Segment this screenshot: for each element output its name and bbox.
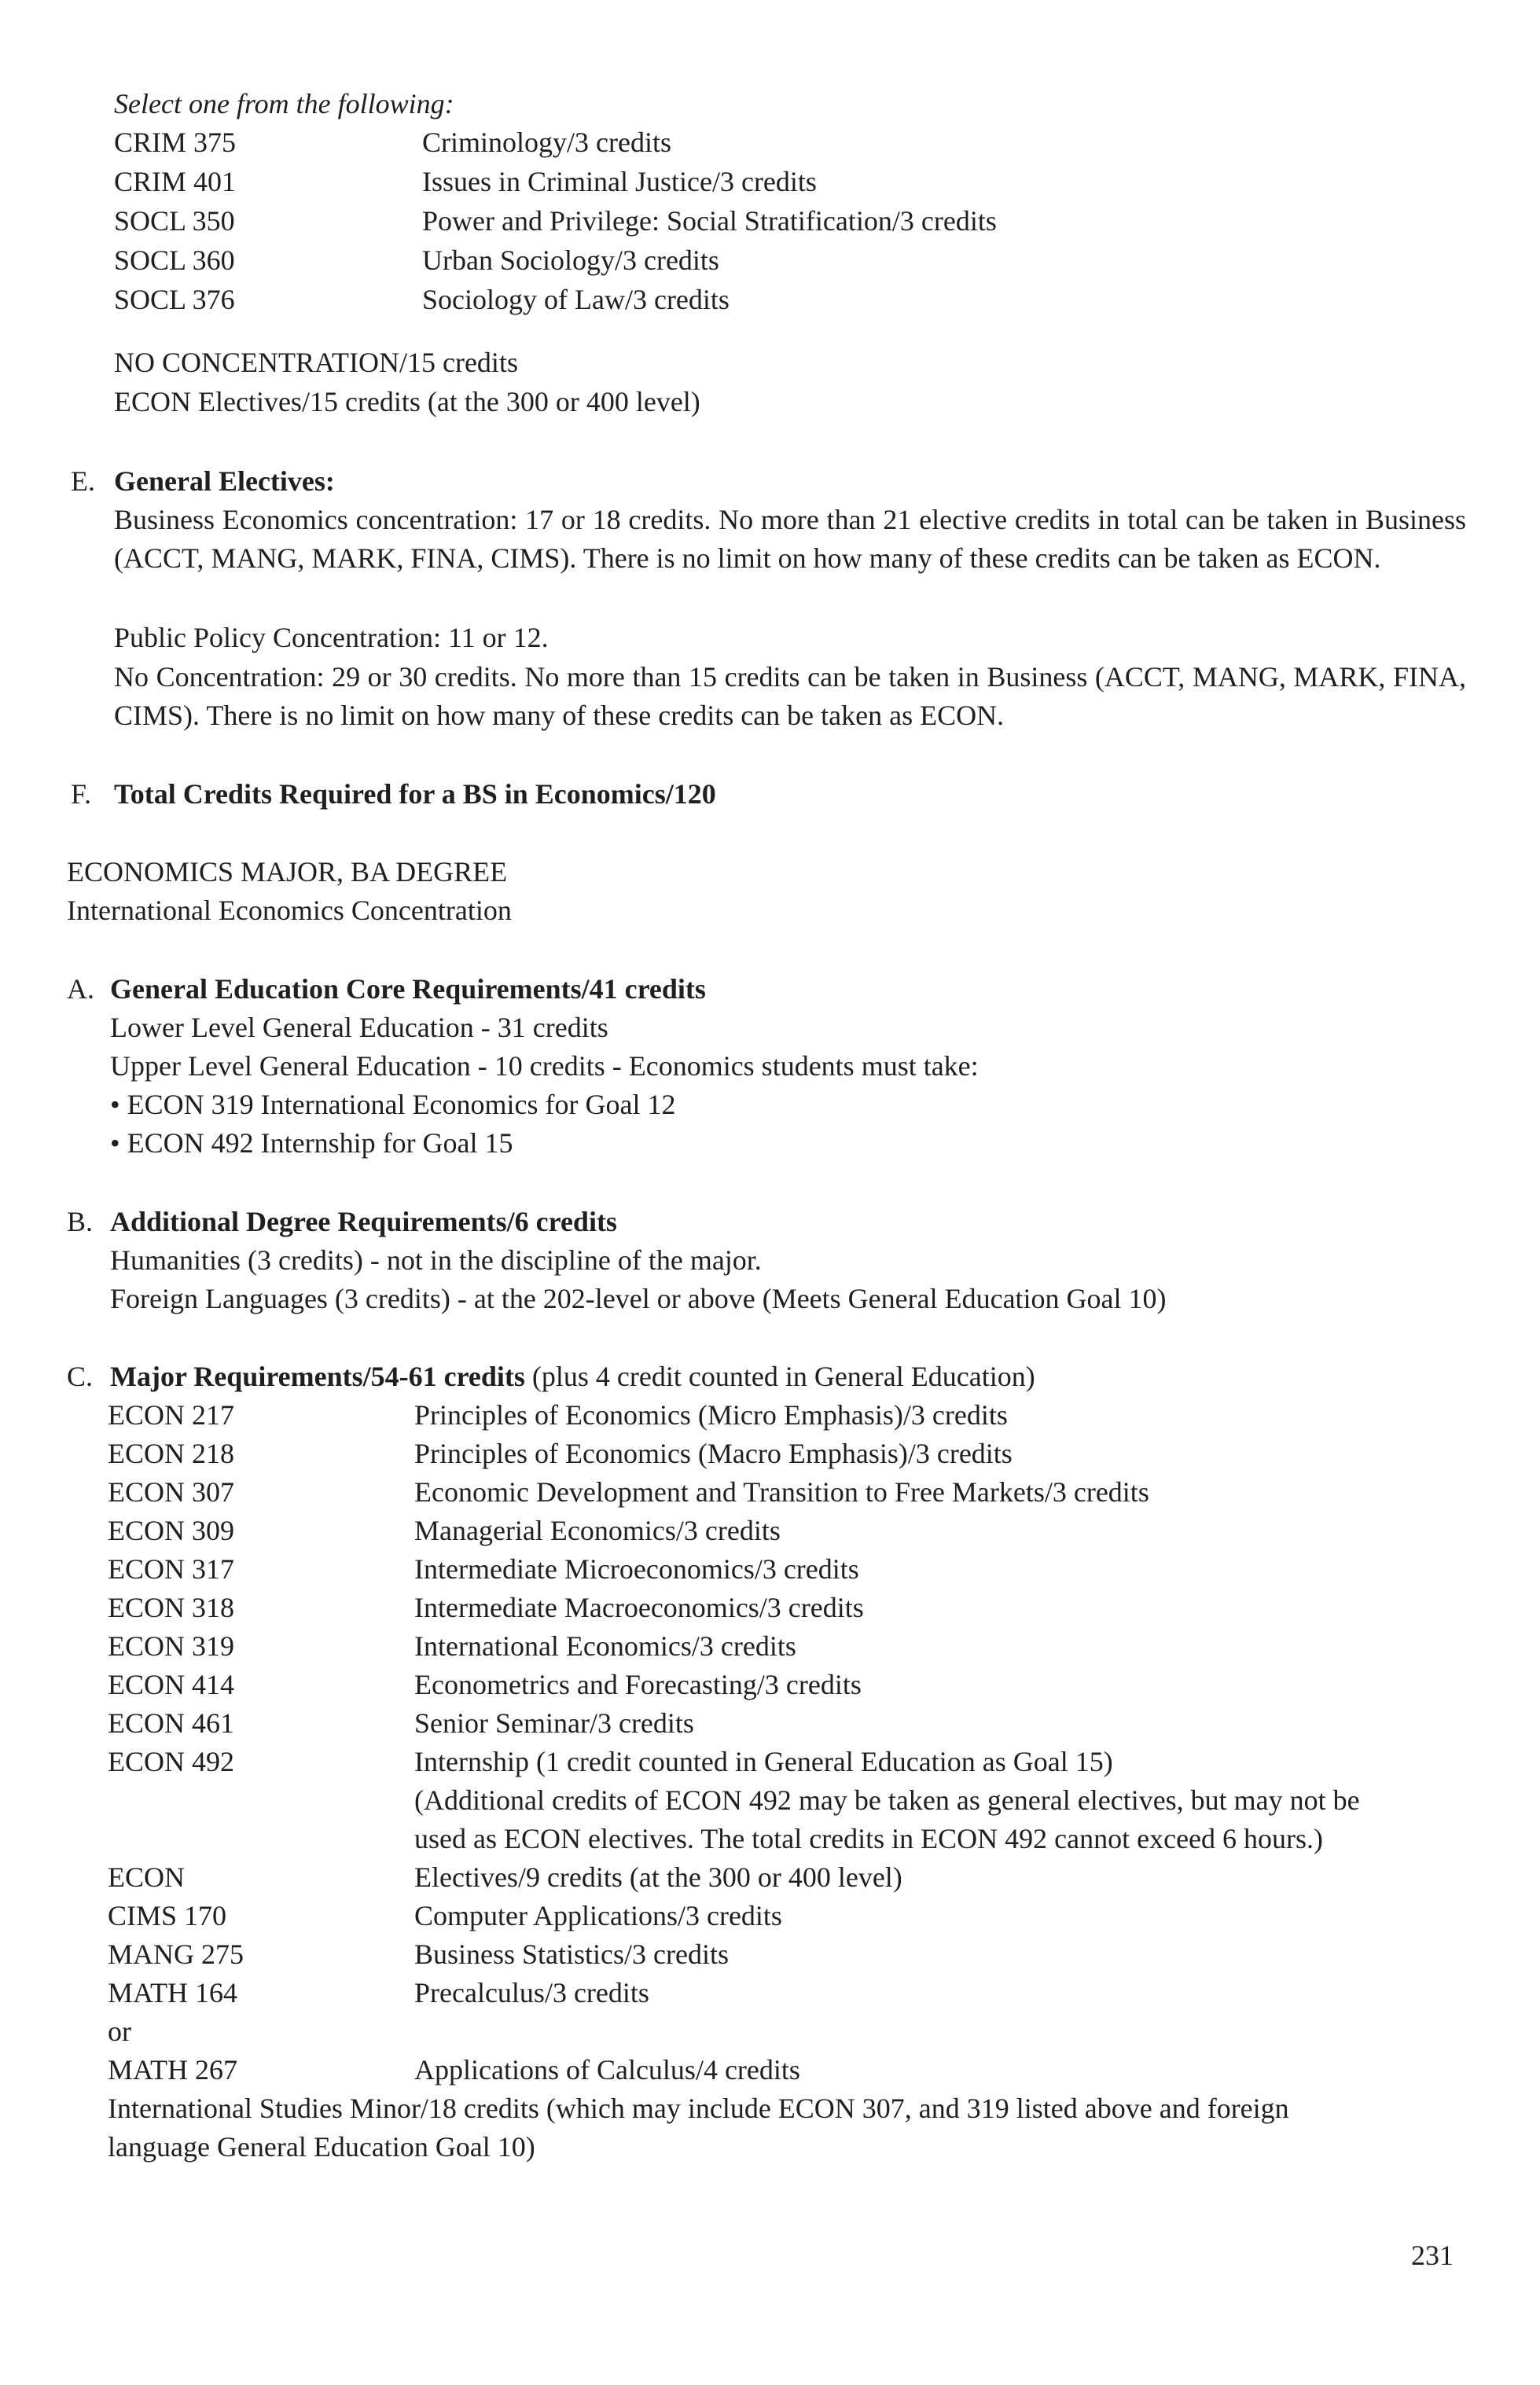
bullet-item	[110, 1124, 513, 1163]
course-code: ECON 319	[108, 1630, 234, 1662]
course-desc: Criminology/3 credits	[422, 127, 671, 158]
internship-note: used as ECON electives. The total credits in ECON 492 cannot exceed 6 hours.)	[414, 1823, 1324, 1854]
course-desc: Business Statistics/3 credits	[414, 1939, 729, 1970]
course-code: CRIM 401	[114, 166, 237, 197]
section-b-marker: B.	[67, 1206, 94, 1237]
course-code: MATH 164	[108, 1977, 238, 2008]
course-code: ECON 461	[108, 1707, 234, 1739]
course-code: ECON 492	[108, 1746, 234, 1777]
course-desc: Senior Seminar/3 credits	[414, 1707, 694, 1739]
course-code: CRIM 375	[114, 127, 237, 158]
course-desc: Electives/9 credits (at the 300 or 400 level)	[414, 1861, 902, 1893]
course-desc: Econometrics and Forecasting/3 credits	[414, 1669, 862, 1700]
course-desc: Urban Sociology/3 credits	[422, 244, 719, 276]
major-subtitle: International Economics Concentration	[67, 895, 512, 926]
course-desc: Sociology of Law/3 credits	[422, 284, 730, 315]
section-a-upper-level: Upper Level General Education - 10 credits - Economics students must take:	[110, 1050, 979, 1082]
section-b-languages: Foreign Languages (3 credits) - at the 202-level or above (Meets General Education Goal 10)	[110, 1283, 1167, 1314]
section-c-heading: Major Requirements/54-61 credits	[110, 1361, 525, 1392]
course-code: MANG 275	[108, 1939, 244, 1970]
course-desc: Principles of Economics (Micro Emphasis)/3 credits	[414, 1399, 1008, 1431]
course-code: ECON 414	[108, 1669, 234, 1700]
section-e-business-paragraph: Business Economics concentration: 17 or 18 credits. No more than 21 elective credits in total can be taken in Business (ACCT, MANG, MARK, FINA, CIMS). There is no limit on how many of these credits can be taken as ECON.	[114, 504, 1466, 574]
section-a-heading: General Education Core Requirements/41 credits	[110, 973, 706, 1005]
section-e-no-concentration-paragraph: No Concentration: 29 or 30 credits. No more than 15 credits can be taken in Business (ACCT, MANG, MARK, FINA, CIMS). There is no limit on how many of these credits can be taken as ECON.	[114, 661, 1466, 731]
course-desc: Intermediate Macroeconomics/3 credits	[414, 1592, 864, 1623]
course-code: ECON 317	[108, 1553, 234, 1585]
course-code: ECON 309	[108, 1515, 234, 1546]
course-desc: Power and Privilege: Social Stratification/3 credits	[422, 205, 997, 237]
course-desc: International Economics/3 credits	[414, 1630, 796, 1662]
section-e-public-policy: Public Policy Concentration: 11 or 12.	[114, 622, 549, 653]
page-number: 231	[1411, 2240, 1454, 2271]
section-e-marker: E.	[71, 465, 95, 497]
minor-note: language General Education Goal 10)	[108, 2131, 535, 2163]
no-concentration-heading: NO CONCENTRATION/15 credits	[114, 347, 518, 378]
bullet-item	[110, 1086, 675, 1124]
section-c-marker: C.	[67, 1361, 94, 1392]
course-code: MATH 267	[108, 2054, 238, 2085]
course-desc: Economic Development and Transition to Free Markets/3 credits	[414, 1476, 1149, 1508]
course-desc: Applications of Calculus/4 credits	[414, 2054, 800, 2085]
select-instruction: Select one from the following:	[114, 88, 454, 119]
minor-note: International Studies Minor/18 credits (which may include ECON 307, and 319 listed above and foreign	[108, 2093, 1289, 2124]
section-f-heading: Total Credits Required for a BS in Economics/120	[114, 778, 716, 810]
course-code: SOCL 360	[114, 244, 235, 276]
section-c-heading-note: (plus 4 credit counted in General Education)	[531, 1361, 1035, 1392]
or-connector: or	[108, 2016, 131, 2047]
course-code: ECON 218	[108, 1438, 234, 1469]
bullet-icon: •	[110, 1089, 127, 1120]
course-code: ECON 307	[108, 1476, 234, 1508]
section-b-humanities: Humanities (3 credits) - not in the discipline of the major.	[110, 1244, 762, 1276]
internship-note: (Additional credits of ECON 492 may be taken as general electives, but may not be	[414, 1784, 1360, 1816]
course-desc: Intermediate Microeconomics/3 credits	[414, 1553, 859, 1585]
course-code: ECON 217	[108, 1399, 234, 1431]
bullet-text: ECON 492 Internship for Goal 15	[127, 1127, 513, 1159]
course-desc: Internship (1 credit counted in General Education as Goal 15)	[414, 1746, 1113, 1777]
course-code: ECON	[108, 1861, 185, 1893]
econ-electives-line: ECON Electives/15 credits (at the 300 or 400 level)	[114, 386, 700, 417]
section-b-heading: Additional Degree Requirements/6 credits	[110, 1206, 617, 1237]
major-title: ECONOMICS MAJOR, BA DEGREE	[67, 856, 508, 887]
course-code: SOCL 350	[114, 205, 235, 237]
bullet-text: ECON 319 International Economics for Goal 12	[127, 1089, 676, 1120]
section-f-marker: F.	[71, 778, 92, 810]
course-desc: Principles of Economics (Macro Emphasis)/3 credits	[414, 1438, 1013, 1469]
bullet-icon: •	[110, 1127, 127, 1159]
course-code: ECON 318	[108, 1592, 234, 1623]
section-c-heading-line	[110, 1358, 1035, 1396]
course-code: SOCL 376	[114, 284, 235, 315]
course-desc: Managerial Economics/3 credits	[414, 1515, 781, 1546]
section-e-heading: General Electives:	[114, 465, 335, 497]
course-desc: Computer Applications/3 credits	[414, 1900, 782, 1931]
course-code: CIMS 170	[108, 1900, 227, 1931]
section-a-lower-level: Lower Level General Education - 31 credits	[110, 1012, 608, 1043]
section-a-marker: A.	[67, 973, 94, 1005]
course-desc: Issues in Criminal Justice/3 credits	[422, 166, 817, 197]
course-desc: Precalculus/3 credits	[414, 1977, 649, 2008]
